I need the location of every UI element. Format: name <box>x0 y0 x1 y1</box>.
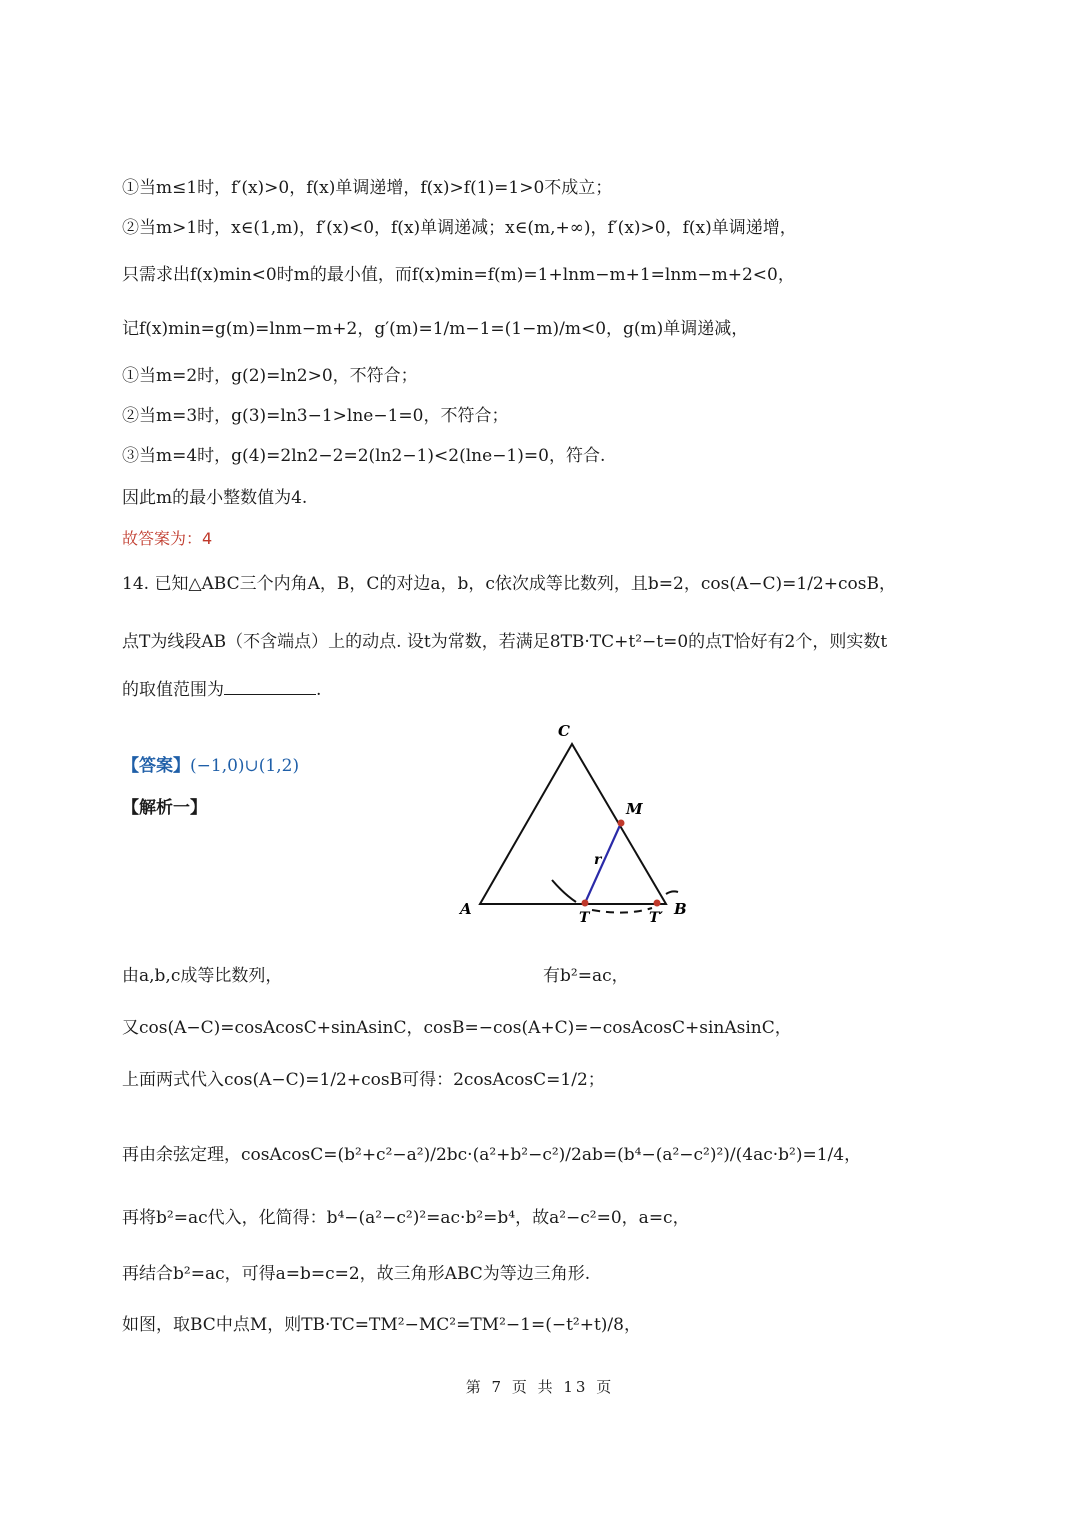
problem-14-line-3-prefix: 的取值范围为 <box>122 680 224 700</box>
text-line: ②当m=3时，g(3)=ln3−1>lne−1=0，不符合； <box>122 406 509 426</box>
solution-line-part-2: 有b²=ac， <box>543 966 629 986</box>
label-c: C <box>558 722 570 740</box>
label-a: A <box>460 900 472 918</box>
label-b: B <box>674 900 687 918</box>
text-line: ①当m=2时，g(2)=ln2>0，不符合； <box>122 366 418 386</box>
solution-line: 再由余弦定理，cosAcosC=(b²+c²−a²)/2bc·(a²+b²−c²)/2ab=(b⁴−(a²−c²)²)/(4ac·b²)=1/4， <box>122 1145 862 1165</box>
answer-blank <box>224 676 316 695</box>
answer-14 <box>122 754 299 778</box>
text-line: 因此m的最小整数值为4. <box>122 488 308 508</box>
arc-bottom <box>592 908 652 913</box>
problem-14-line-2: 点T为线段AB（不含端点）上的动点. 设t为常数，若满足8TB·TC+t²−t=0的点T恰好有2个，则实数t <box>122 632 888 652</box>
point-t-prime <box>654 900 661 907</box>
label-r: r <box>594 852 602 868</box>
page-number: 第 7 页 共 13 页 <box>465 1378 615 1396</box>
solution-line: 上面两式代入cos(A−C)=1/2+cosB可得：2cosAcosC=1/2； <box>122 1070 605 1090</box>
text-line: 只需求出f(x)min<0时m的最小值，而f(x)min=f(m)=1+lnm−m+1=lnm−m+2<0， <box>122 265 795 285</box>
page-footer <box>0 1376 1080 1397</box>
point-t <box>582 900 589 907</box>
problem-14-line-3-suffix: . <box>316 680 322 700</box>
label-t-prime: T′ <box>649 910 664 926</box>
text-line: ③当m=4时，g(4)=2ln2−2=2(ln2−1)<2(lne−1)=0，符合. <box>122 446 606 466</box>
text-line: ②当m>1时，x∈(1,m)，f′(x)<0，f(x)单调递减；x∈(m,+∞)，f′(x)>0，f(x)单调递增， <box>122 218 797 238</box>
analysis-label: 【解析一】 <box>122 798 207 818</box>
solution-line: 再结合b²=ac，可得a=b=c=2，故三角形ABC为等边三角形. <box>122 1264 591 1284</box>
triangle-abc <box>480 744 666 904</box>
segment-tm <box>585 823 621 903</box>
problem-14-line-3 <box>122 676 321 702</box>
solution-line-part-1: 由a,b,c成等比数列， <box>122 966 283 986</box>
solution-line: 如图，取BC中点M，则TB·TC=TM²−MC²=TM²−1=(−t²+t)/8， <box>122 1315 641 1335</box>
text-line: ①当m≤1时，f′(x)>0，f(x)单调递增，f(x)>f(1)=1>0不成立； <box>122 178 613 198</box>
point-m <box>618 820 625 827</box>
arc-right <box>666 891 678 894</box>
label-m: M <box>626 800 643 818</box>
answer-13: 故答案为：4 <box>122 529 213 548</box>
solution-line <box>122 964 282 988</box>
label-t: T <box>579 910 590 926</box>
problem-14-line-1: 14. 已知△ABC三个内角A，B，C的对边a，b，c依次成等比数列，且b=2，cos(A−C)=1/2+cosB， <box>122 574 896 594</box>
answer-14-label: 【答案】 <box>122 756 190 776</box>
triangle-figure <box>452 718 702 928</box>
solution-line: 再将b²=ac代入，化简得：b⁴−(a²−c²)²=ac·b²=b⁴，故a²−c²=0，a=c， <box>122 1208 690 1228</box>
answer-14-value: (−1,0)∪(1,2) <box>190 756 300 776</box>
text-line: 记f(x)min=g(m)=lnm−m+2，g′(m)=1/m−1=(1−m)/m<0，g(m)单调递减， <box>122 319 749 339</box>
solution-line: 又cos(A−C)=cosAcosC+sinAsinC，cosB=−cos(A+C)=−cosAcosC+sinAsinC， <box>122 1018 792 1038</box>
arc-left <box>552 880 576 902</box>
